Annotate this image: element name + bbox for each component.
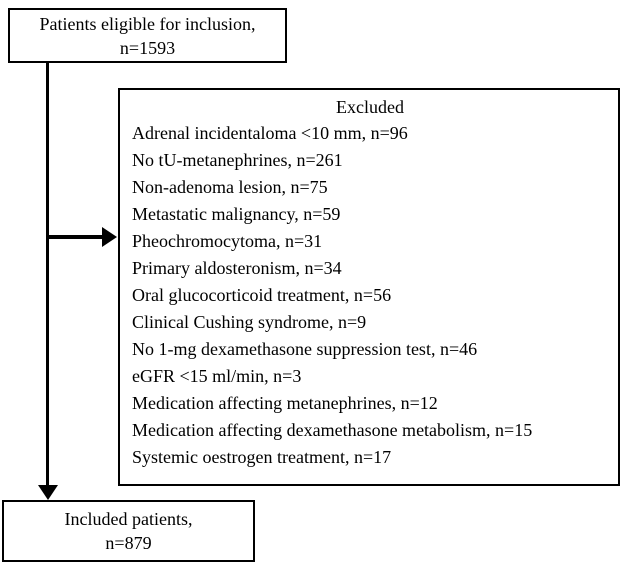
eligible-box-line1: Patients eligible for inclusion, — [39, 13, 256, 34]
arrow-right-icon — [102, 227, 117, 247]
eligible-box-count: n=1593 — [119, 37, 176, 58]
excluded-item: eGFR <15 ml/min, n=3 — [132, 366, 302, 386]
eligible-box — [8, 8, 287, 63]
excluded-item: Adrenal incidentaloma <10 mm, n=96 — [132, 123, 408, 143]
excluded-item: Non-adenoma lesion, n=75 — [132, 177, 328, 197]
excluded-item: Oral glucocorticoid treatment, n=56 — [132, 285, 392, 305]
excluded-title: Excluded — [336, 97, 404, 117]
excluded-item: No tU-metanephrines, n=261 — [132, 150, 343, 170]
excluded-item: Medication affecting dexamethasone metabolism, n=15 — [132, 420, 533, 440]
included-box-line1: Included patients, — [64, 509, 193, 529]
excluded-item: Systemic oestrogen treatment, n=17 — [132, 447, 392, 467]
excluded-box — [118, 88, 620, 486]
excluded-item: Metastatic malignancy, n=59 — [132, 204, 341, 224]
excluded-item: Primary aldosteronism, n=34 — [132, 258, 342, 278]
flow-line-horizontal — [47, 235, 103, 239]
arrow-down-icon — [38, 485, 58, 500]
flow-line-vertical — [46, 63, 49, 487]
included-box — [2, 500, 255, 562]
excluded-item: Clinical Cushing syndrome, n=9 — [132, 312, 367, 332]
included-box-count: n=879 — [105, 533, 152, 553]
excluded-item: Pheochromocytoma, n=31 — [132, 231, 323, 251]
excluded-item: Medication affecting metanephrines, n=12 — [132, 393, 438, 413]
excluded-item: No 1-mg dexamethasone suppression test, n=46 — [132, 339, 478, 359]
